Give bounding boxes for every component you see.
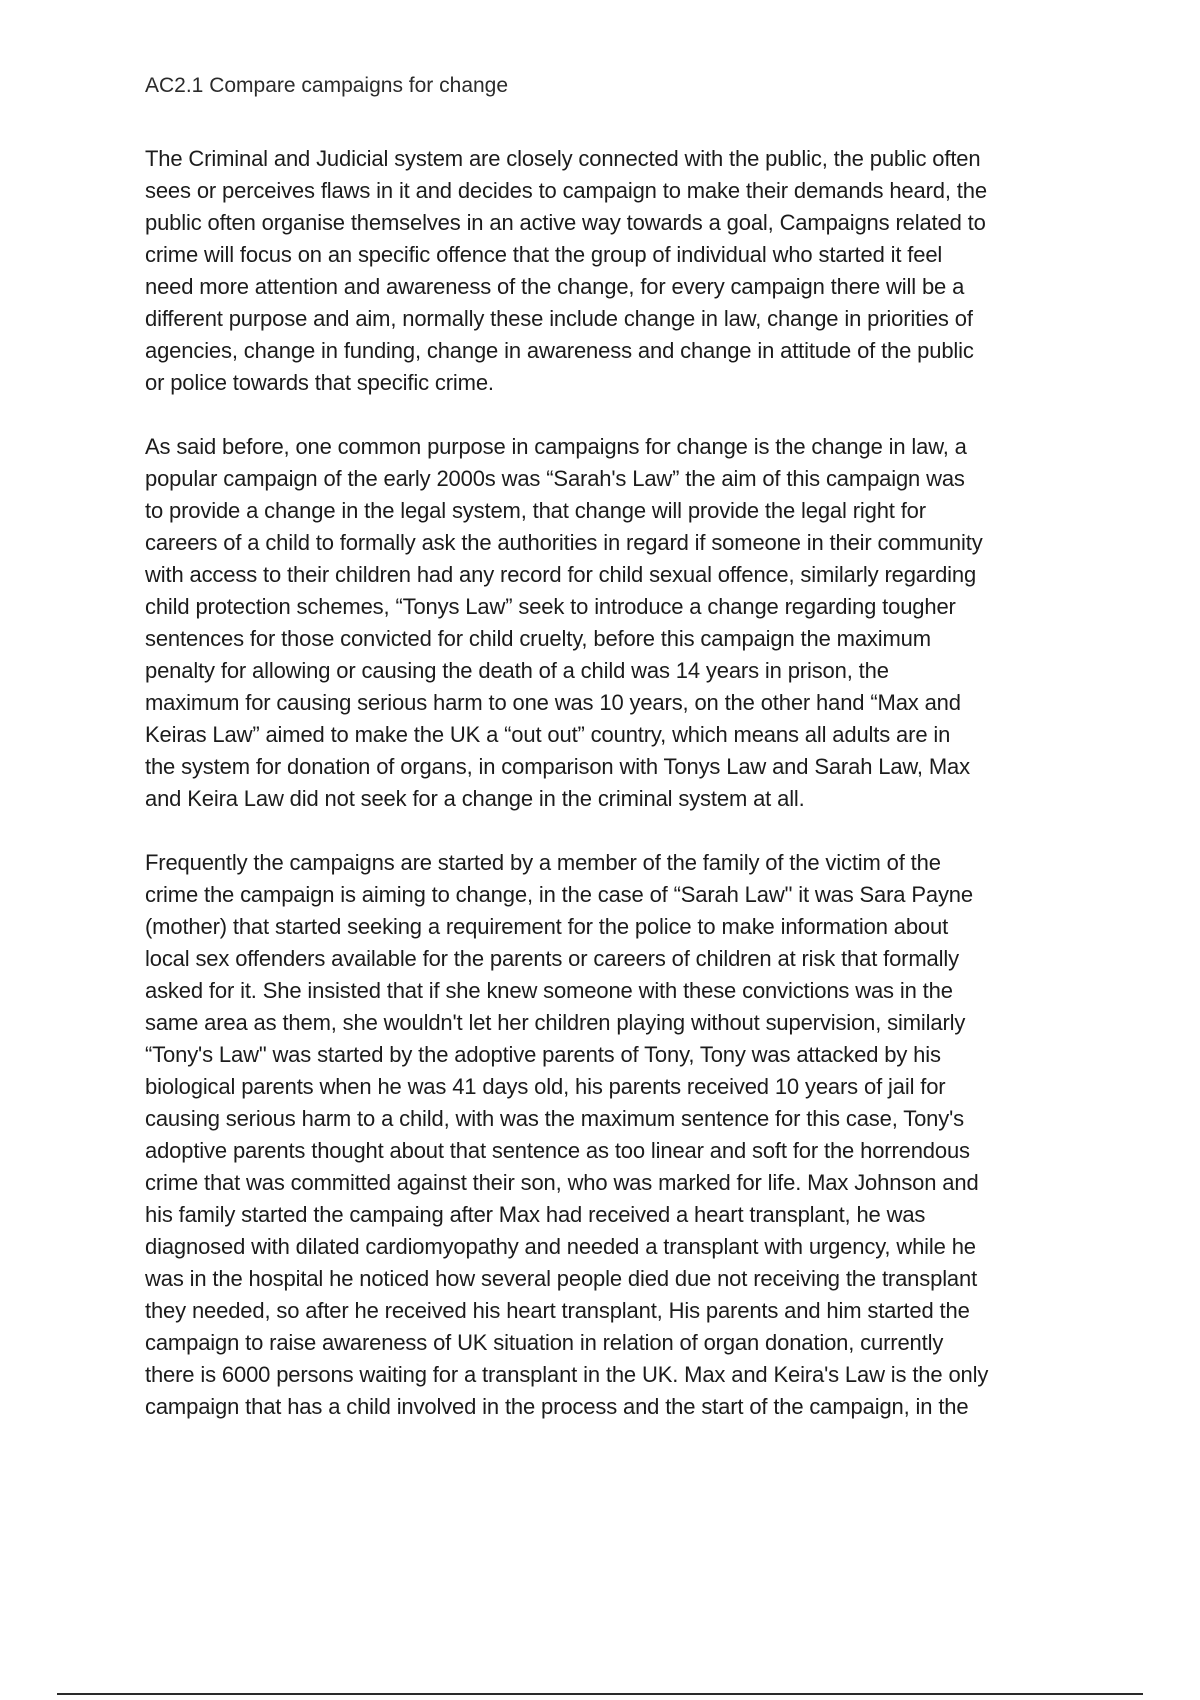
text-line: and Keira Law did not seek for a change in the criminal system at all.: [145, 786, 805, 811]
text-line: biological parents when he was 41 days old, his parents received 10 years of jail for: [145, 1074, 946, 1099]
text-line: the system for donation of organs, in comparison with Tonys Law and Sarah Law, Max: [145, 754, 970, 779]
paragraph-3: [145, 847, 1085, 1423]
text-line: Frequently the campaigns are started by a member of the family of the victim of the: [145, 850, 941, 875]
text-line: asked for it. She insisted that if she knew someone with these convictions was in the: [145, 978, 953, 1003]
text-line: sentences for those convicted for child cruelty, before this campaign the maximum: [145, 626, 931, 651]
paragraph-2: [145, 431, 1085, 815]
paragraph-1: [145, 143, 1085, 399]
text-line: penalty for allowing or causing the death of a child was 14 years in prison, the: [145, 658, 889, 683]
text-line: diagnosed with dilated cardiomyopathy and needed a transplant with urgency, while he: [145, 1234, 976, 1259]
document-body: [145, 143, 1085, 1455]
text-line: sees or perceives flaws in it and decides to campaign to make their demands heard, the: [145, 178, 987, 203]
text-line: to provide a change in the legal system, that change will provide the legal right for: [145, 498, 926, 523]
text-line: same area as them, she wouldn't let her children playing without supervision, similarly: [145, 1010, 966, 1035]
text-line: or police towards that specific crime.: [145, 370, 494, 395]
text-line: popular campaign of the early 2000s was “Sarah's Law” the aim of this campaign was: [145, 466, 965, 491]
text-line: campaign that has a child involved in the process and the start of the campaign, in the: [145, 1394, 969, 1419]
text-line: agencies, change in funding, change in awareness and change in attitude of the public: [145, 338, 974, 363]
text-line: crime will focus on an specific offence that the group of individual who started it feel: [145, 242, 943, 267]
text-line: “Tony's Law" was started by the adoptive parents of Tony, Tony was attacked by his: [145, 1042, 941, 1067]
text-line: crime that was committed against their son, who was marked for life. Max Johnson and: [145, 1170, 979, 1195]
text-line: crime the campaign is aiming to change, in the case of “Sarah Law" it was Sara Payne: [145, 882, 973, 907]
text-line: As said before, one common purpose in campaigns for change is the change in law, a: [145, 434, 967, 459]
text-line: (mother) that started seeking a requirement for the police to make information about: [145, 914, 949, 939]
text-line: was in the hospital he noticed how several people died due not receiving the transplant: [145, 1266, 978, 1291]
text-line: public often organise themselves in an active way towards a goal, Campaigns related to: [145, 210, 986, 235]
text-line: child protection schemes, “Tonys Law” seek to introduce a change regarding tougher: [145, 594, 956, 619]
text-line: adoptive parents thought about that sentence as too linear and soft for the horrendous: [145, 1138, 970, 1163]
page-bottom-rule: [57, 1693, 1143, 1695]
text-line: need more attention and awareness of the change, for every campaign there will be a: [145, 274, 965, 299]
text-line: causing serious harm to a child, with was the maximum sentence for this case, Tony's: [145, 1106, 965, 1131]
text-line: careers of a child to formally ask the authorities in regard if someone in their community: [145, 530, 983, 555]
text-line: local sex offenders available for the parents or careers of children at risk that formally: [145, 946, 959, 971]
text-line: with access to their children had any record for child sexual offence, similarly regarding: [145, 562, 977, 587]
text-line: maximum for causing serious harm to one was 10 years, on the other hand “Max and: [145, 690, 961, 715]
text-line: his family started the campaing after Max had received a heart transplant, he was: [145, 1202, 926, 1227]
text-line: there is 6000 persons waiting for a transplant in the UK. Max and Keira's Law is the only: [145, 1362, 989, 1387]
text-line: campaign to raise awareness of UK situation in relation of organ donation, currently: [145, 1330, 944, 1355]
text-line: Keiras Law” aimed to make the UK a “out out” country, which means all adults are in: [145, 722, 951, 747]
text-line: different purpose and aim, normally these include change in law, change in priorities of: [145, 306, 973, 331]
document-heading: AC2.1 Compare campaigns for change: [145, 74, 509, 97]
text-line: The Criminal and Judicial system are closely connected with the public, the public often: [145, 146, 981, 171]
text-line: they needed, so after he received his heart transplant, His parents and him started the: [145, 1298, 970, 1323]
